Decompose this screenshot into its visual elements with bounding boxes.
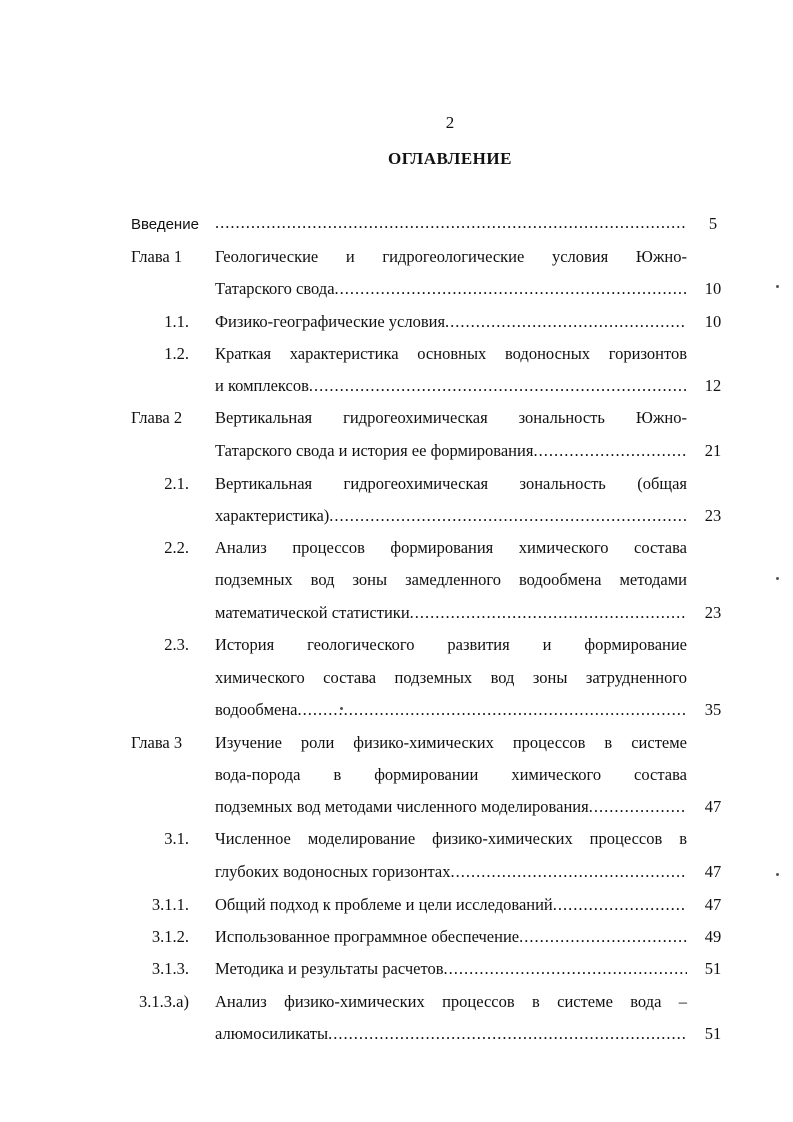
toc-entry-chapter-3-end[interactable]: [215, 797, 687, 817]
toc-label-section-3-1: 3.1.: [164, 829, 189, 848]
toc-entry-section-3-1[interactable]: Численное моделирование физико-химических процессов в: [215, 829, 687, 848]
toc-label-chapter-2: Глава 2: [131, 408, 183, 427]
toc-text: глубоких водоносных горизонтах: [215, 862, 451, 881]
toc-page-chapter-2: 21: [704, 441, 722, 460]
toc-entry-section-2-3[interactable]: История геологического развития и формирование: [215, 635, 687, 654]
toc-text: Физико-географические условия: [215, 312, 446, 331]
toc-entry-section-3-1-3[interactable]: [215, 959, 687, 979]
toc-text: Общий подход к проблеме и цели исследований: [215, 895, 553, 914]
toc-label-section-3-1-2: 3.1.2.: [151, 927, 189, 946]
toc-page-chapter-1: 10: [704, 279, 722, 298]
toc-entry-chapter-3-line-2[interactable]: вода-порода в формировании химического состава: [215, 765, 687, 784]
toc-label-chapter-1: Глава 1: [131, 247, 183, 266]
scan-speck: [776, 577, 779, 580]
toc-label-chapter-3: Глава 3: [131, 733, 183, 752]
toc-entry-section-1-1[interactable]: [215, 312, 687, 332]
toc-page-section-3-1-3: 51: [704, 959, 722, 978]
toc-label-intro: Введение: [131, 216, 199, 233]
scan-speck: [776, 873, 779, 876]
toc-entry-chapter-2-end[interactable]: [215, 441, 687, 461]
toc-page-section-1-1: 10: [704, 312, 722, 331]
toc-label-section-2-1: 2.1.: [164, 474, 189, 493]
toc-entry-chapter-2[interactable]: Вертикальная гидрогеохимическая зональность Южно-: [215, 408, 687, 427]
toc-entry-section-3-1-3-a[interactable]: Анализ физико-химических процессов в системе вода –: [215, 992, 687, 1011]
toc-label-section-3-1-3: 3.1.3.: [151, 959, 189, 978]
toc-entry-section-2-2-end[interactable]: [215, 603, 687, 623]
toc-text: алюмосиликаты: [215, 1024, 329, 1043]
toc-text: подземных вод методами численного моделирования: [215, 797, 589, 816]
toc-page-chapter-3: 47: [704, 797, 722, 816]
toc-page-section-2-2: 23: [704, 603, 722, 622]
toc-entry-section-2-2-line-2[interactable]: подземных вод зоны замедленного водообмена методами: [215, 570, 687, 589]
toc-text: Татарского свода и история ее формирования: [215, 441, 534, 460]
toc-entry-chapter-1[interactable]: Геологические и гидрогеологические условия Южно-: [215, 247, 687, 266]
toc-page-section-3-1-2: 49: [704, 927, 722, 946]
toc-entry-section-3-1-2[interactable]: [215, 927, 687, 947]
toc-text: Методика и результаты расчетов: [215, 959, 444, 978]
toc-page-section-3-1-1: 47: [704, 895, 722, 914]
page-title: ОГЛАВЛЕНИЕ: [388, 149, 512, 168]
toc-entry-intro[interactable]: [215, 213, 687, 233]
toc-page-section-1-2: 12: [704, 376, 722, 395]
toc-entry-chapter-1-end[interactable]: [215, 279, 687, 299]
toc-entry-section-2-2[interactable]: Анализ процессов формирования химического состава: [215, 538, 687, 557]
toc-entry-section-2-3-end[interactable]: [215, 700, 687, 720]
toc-label-section-1-2: 1.2.: [164, 344, 189, 363]
toc-entry-section-1-2[interactable]: Краткая характеристика основных водоносных горизонтов: [215, 344, 687, 363]
toc-entry-section-3-1-3-a-end[interactable]: [215, 1024, 687, 1044]
toc-entry-chapter-3[interactable]: Изучение роли физико-химических процессов в системе: [215, 733, 687, 752]
toc-text: Использованное программное обеспечение: [215, 927, 520, 946]
toc-entry-section-2-1-end[interactable]: [215, 506, 687, 526]
toc-text: характеристика): [215, 506, 330, 525]
toc-text: математической статистики: [215, 603, 410, 622]
toc-text: Татарского свода: [215, 279, 335, 298]
toc-label-section-1-1: 1.1.: [164, 312, 189, 331]
toc-label-section-2-2: 2.2.: [164, 538, 189, 557]
scan-speck: [776, 285, 779, 288]
page-number: 2: [445, 113, 455, 132]
toc-entry-section-1-2-end[interactable]: [215, 376, 687, 396]
toc-page-section-3-1: 47: [704, 862, 722, 881]
toc-label-section-3-1-1: 3.1.1.: [151, 895, 189, 914]
toc-entry-section-2-1[interactable]: Вертикальная гидрогеохимическая зональность (общая: [215, 474, 687, 493]
toc-entry-section-2-3-line-2[interactable]: химического состава подземных вод зоны затрудненного: [215, 668, 687, 687]
scan-speck: [340, 707, 343, 710]
toc-page-section-2-3: 35: [704, 700, 722, 719]
toc-text: и комплексов: [215, 376, 309, 395]
toc-page-section-2-1: 23: [704, 506, 722, 525]
toc-label-section-2-3: 2.3.: [164, 635, 189, 654]
toc-page-intro: 5: [708, 214, 718, 233]
toc-label-section-3-1-3-a: 3.1.3.а): [139, 992, 189, 1011]
toc-entry-section-3-1-1[interactable]: [215, 895, 687, 915]
toc-text: водообмена: [215, 700, 298, 719]
toc-entry-section-3-1-end[interactable]: [215, 862, 687, 882]
toc-page-section-3-1-3-a: 51: [704, 1024, 722, 1043]
